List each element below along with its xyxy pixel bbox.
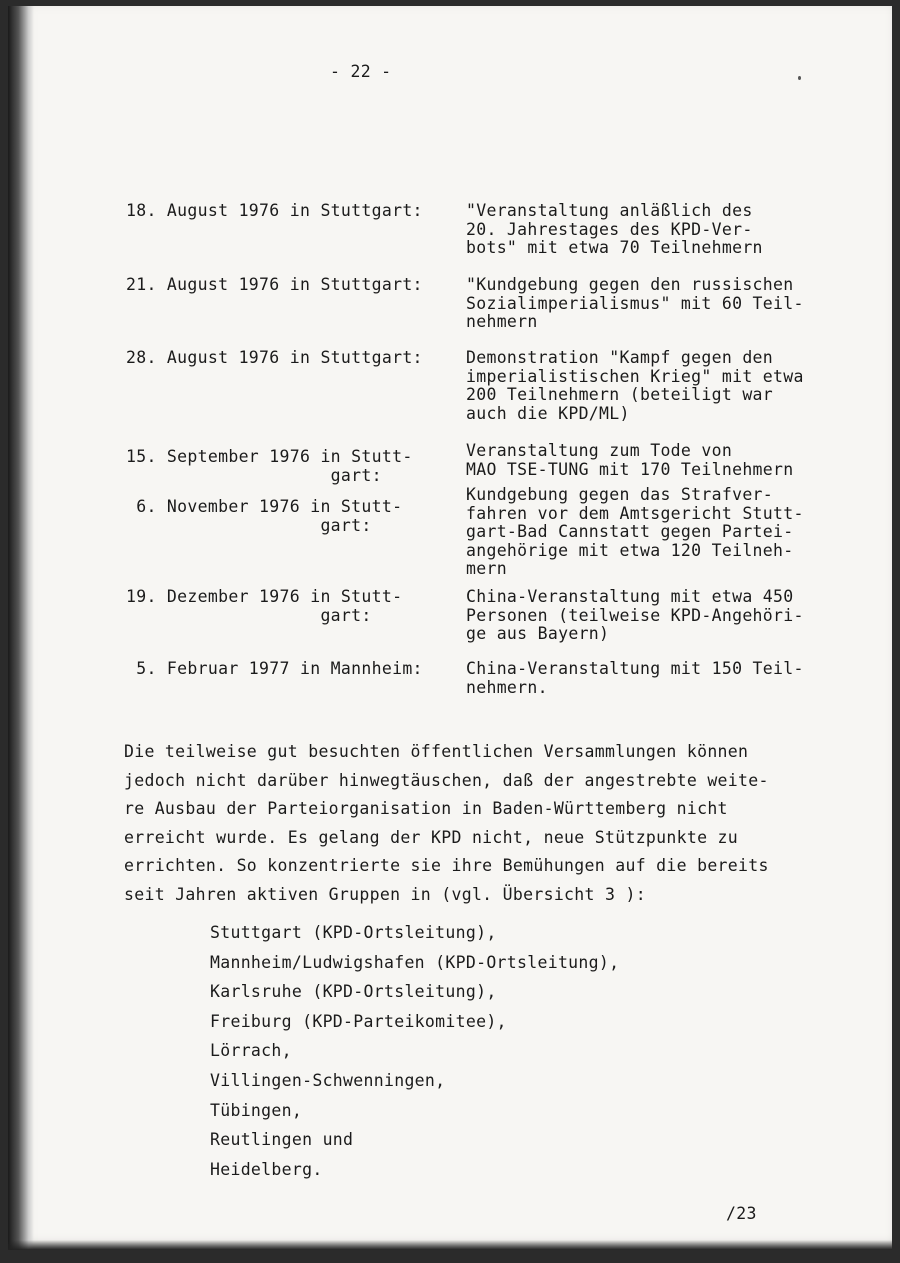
list-item: Freiburg (KPD-Parteikomitee), bbox=[210, 1011, 507, 1031]
list-item: Mannheim/Ludwigshafen (KPD-Ortsleitung), bbox=[210, 952, 620, 972]
list-item: Tübingen, bbox=[210, 1100, 303, 1120]
event-date: 28. August 1976 in Stuttgart: bbox=[126, 348, 423, 367]
body-paragraph: Die teilweise gut besuchten öffentlichen Versammlungen können jedoch nicht darüber hinwegtäuschen, daß der angestrebte weite- re Ausbau der Parteiorganisation in Baden-Württemberg nicht erreicht wurde. Es gelang der KPD nicht, neue Stützpunkte zu errichten. So konzentrierte sie ihre Bemühungen auf die bereits seit Jahren aktiven Gruppen in (vgl. Übersicht 3 ): bbox=[124, 742, 769, 904]
event-description: China-Veranstaltung mit etwa 450 Personen (teilweise KPD-Angehöri- ge aus Bayern) bbox=[466, 587, 804, 643]
event-date: 6. November 1976 in Stutt- gart: bbox=[136, 497, 403, 535]
list-item: Stuttgart (KPD-Ortsleitung), bbox=[210, 923, 497, 942]
page-number: - 22 - bbox=[330, 62, 392, 81]
page-bottom-shadow bbox=[8, 1240, 892, 1250]
stray-ink-mark bbox=[798, 76, 801, 80]
event-date: 5. Februar 1977 in Mannheim: bbox=[126, 659, 423, 678]
event-date: 19. Dezember 1976 in Stutt- gart: bbox=[126, 587, 403, 625]
event-date: 15. September 1976 in Stutt- gart: bbox=[126, 447, 413, 485]
event-description: Demonstration "Kampf gegen den imperialistischen Krieg" mit etwa 200 Teilnehmern (beteiligt war auch die KPD/ML) bbox=[466, 348, 804, 423]
list-item: Reutlingen und bbox=[210, 1130, 354, 1150]
event-description: Kundgebung gegen das Strafver- fahren vor dem Amtsgericht Stutt- gart-Bad Cannstatt gegen Partei- angehörige mit etwa 120 Teilneh- mern bbox=[466, 485, 804, 578]
next-page-marker: /23 bbox=[726, 1204, 757, 1223]
event-description: Veranstaltung zum Tode von MAO TSE-TUNG mit 170 Teilnehmern bbox=[466, 441, 794, 479]
list-item: Villingen-Schwenningen, bbox=[210, 1070, 446, 1090]
list-item: Lörrach, bbox=[210, 1041, 292, 1061]
places-list bbox=[210, 918, 710, 1184]
event-description: "Kundgebung gegen den russischen Sozialimperialismus" mit 60 Teil- nehmern bbox=[466, 275, 804, 331]
event-date: 21. August 1976 in Stuttgart: bbox=[126, 275, 423, 294]
list-item: Heidelberg. bbox=[210, 1159, 323, 1179]
event-description: "Veranstaltung anläßlich des 20. Jahrestages des KPD-Ver- bots" mit etwa 70 Teilnehmern bbox=[466, 201, 763, 257]
list-item: Karlsruhe (KPD-Ortsleitung), bbox=[210, 982, 497, 1002]
document-page bbox=[8, 6, 892, 1250]
page-binding-shadow bbox=[8, 6, 34, 1250]
event-description: China-Veranstaltung mit 150 Teil- nehmern. bbox=[466, 659, 804, 697]
event-date: 18. August 1976 in Stuttgart: bbox=[126, 201, 423, 220]
